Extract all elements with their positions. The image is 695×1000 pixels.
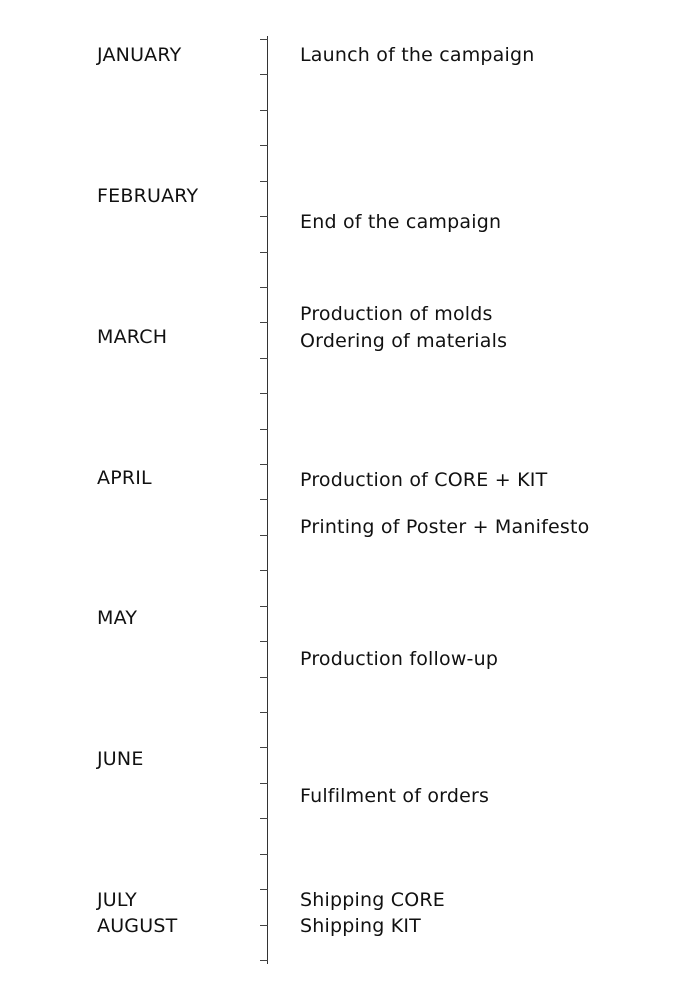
event-molds: Production of molds <box>300 303 493 325</box>
axis-tick <box>260 889 268 890</box>
month-label-april: APRIL <box>97 467 152 489</box>
month-label-august: AUGUST <box>97 915 178 937</box>
month-label-july: JULY <box>97 889 137 911</box>
month-label-june: JUNE <box>97 748 144 770</box>
axis-tick <box>260 464 268 465</box>
axis-tick <box>260 783 268 784</box>
axis-tick <box>260 252 268 253</box>
axis-tick <box>260 74 268 75</box>
axis-tick <box>260 181 268 182</box>
axis-tick <box>260 358 268 359</box>
axis-tick <box>260 287 268 288</box>
month-label-february: FEBRUARY <box>97 185 199 207</box>
axis-tick <box>260 499 268 500</box>
axis-tick <box>260 110 268 111</box>
event-end: End of the campaign <box>300 211 502 233</box>
event-shipping-core: Shipping CORE <box>300 889 445 911</box>
timeline-axis <box>267 36 268 964</box>
month-label-march: MARCH <box>97 326 168 348</box>
event-launch: Launch of the campaign <box>300 44 535 66</box>
axis-tick <box>260 429 268 430</box>
axis-tick <box>260 535 268 536</box>
axis-tick <box>260 677 268 678</box>
axis-tick <box>260 925 268 926</box>
axis-tick <box>260 712 268 713</box>
axis-tick <box>260 818 268 819</box>
event-materials: Ordering of materials <box>300 330 508 352</box>
event-core-kit: Production of CORE + KIT <box>300 469 548 491</box>
axis-tick <box>260 606 268 607</box>
axis-tick <box>260 322 268 323</box>
axis-tick <box>260 570 268 571</box>
axis-tick <box>260 960 268 961</box>
axis-tick <box>260 216 268 217</box>
axis-tick <box>260 641 268 642</box>
axis-tick <box>260 39 268 40</box>
month-label-may: MAY <box>97 607 138 629</box>
axis-tick <box>260 854 268 855</box>
event-fulfilment: Fulfilment of orders <box>300 785 490 807</box>
event-followup: Production follow-up <box>300 648 499 670</box>
event-printing: Printing of Poster + Manifesto <box>300 516 590 538</box>
axis-tick <box>260 393 268 394</box>
axis-tick <box>260 747 268 748</box>
event-shipping-kit: Shipping KIT <box>300 915 421 937</box>
month-label-january: JANUARY <box>97 44 182 66</box>
axis-tick <box>260 145 268 146</box>
